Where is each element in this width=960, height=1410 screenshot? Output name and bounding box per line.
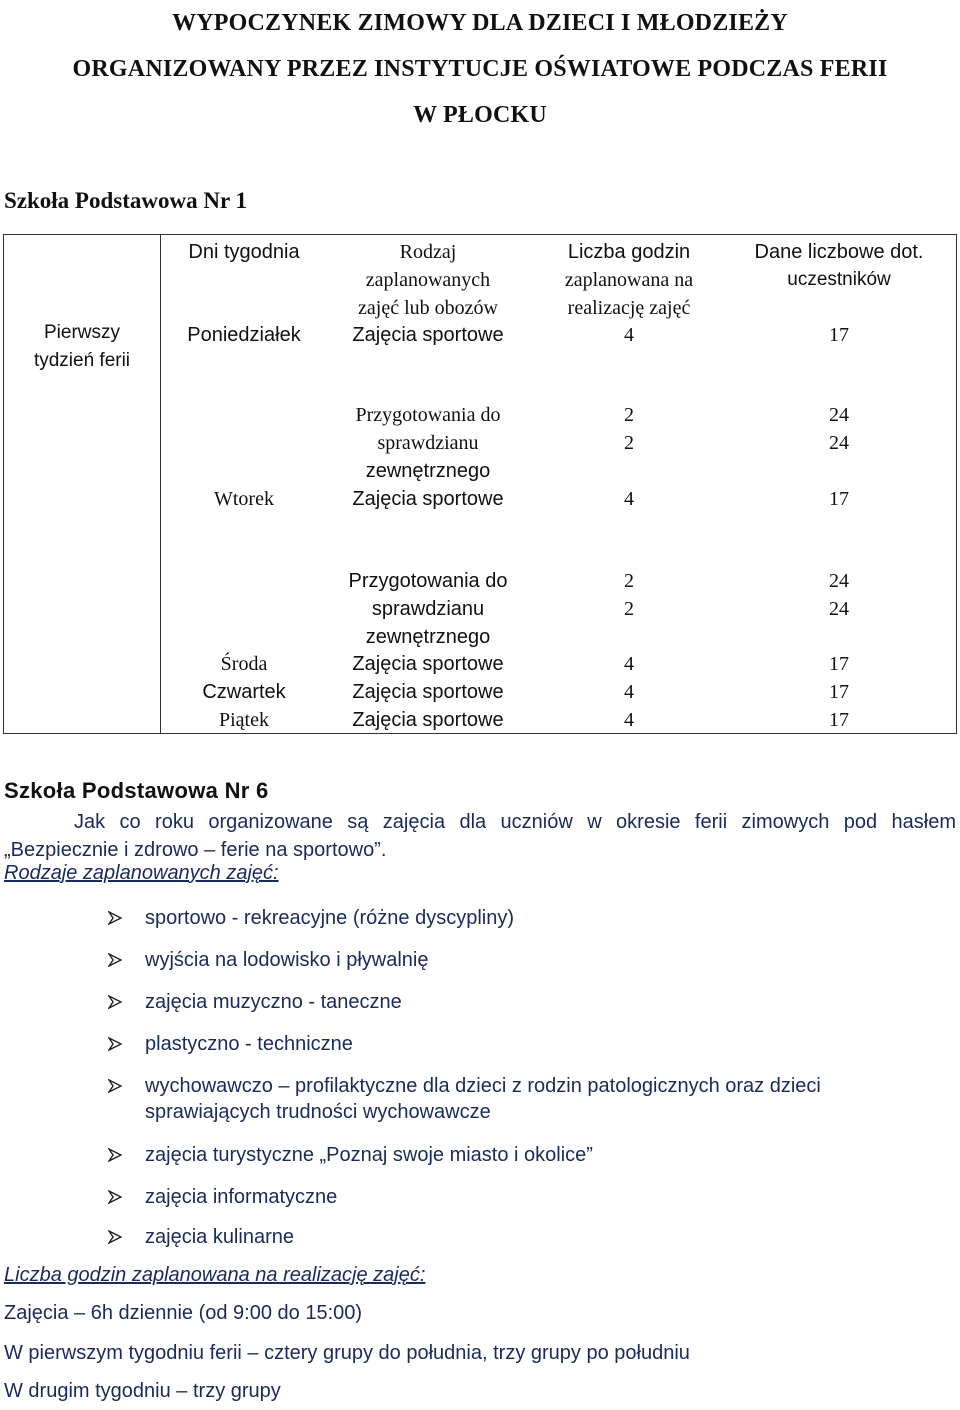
activity-label: zajęcia turystyczne „Poznaj swoje miasto i okolice” <box>145 1144 593 1166</box>
row-day: Piątek <box>219 709 269 731</box>
title-line-1: WYPOCZYNEK ZIMOWY DLA DZIECI I MŁODZIEŻY <box>172 10 788 36</box>
intro-paragraph <box>4 808 956 864</box>
activity-label: sportowo - rekreacyjne (różne dyscypliny) <box>145 907 515 929</box>
intro-line-1: Jak co roku organizowane są zajęcia dla uczniów w okresie ferii zimowych pod hasłem <box>74 811 956 833</box>
row-participants <box>724 401 954 457</box>
row-type: Zajęcia sportowe <box>352 488 504 510</box>
row-type-line: Przygotowania do <box>355 404 501 426</box>
activity-label: wychowawczo – profilaktyczne dla dzieci z rodzin patologicznych oraz dzieci sprawiających trudności wychowawcze <box>145 1075 821 1123</box>
row-type: Zajęcia sportowe <box>352 681 504 703</box>
list-item <box>145 1073 905 1125</box>
arrow-bullet-icon <box>108 995 122 1009</box>
row-participants: 17 <box>829 488 849 510</box>
list-item <box>145 1031 945 1057</box>
row-type-line: zewnętrznego <box>365 626 491 648</box>
header-participants-line: Dane liczbowe dot. <box>754 241 924 263</box>
header-hours-line: realizację zajęć <box>567 297 691 319</box>
row-type: Zajęcia sportowe <box>352 653 504 675</box>
row-type: Zajęcia sportowe <box>352 324 504 346</box>
table-divider <box>160 235 161 733</box>
row-hours-line: 2 <box>624 404 634 426</box>
row-day: Poniedziałek <box>187 324 301 346</box>
week-label-line: tydzień ferii <box>33 350 131 371</box>
arrow-bullet-icon <box>108 1037 122 1051</box>
row-type-line: sprawdzianu <box>377 432 479 454</box>
document-title <box>0 0 960 138</box>
intro-line-2: „Bezpiecznie i zdrowo – ferie na sportowo”. <box>4 839 387 861</box>
row-hours: 4 <box>624 709 634 731</box>
row-hours <box>534 567 724 623</box>
activity-label: zajęcia muzyczno - taneczne <box>145 991 402 1013</box>
school-6-heading: Szkoła Podstawowa Nr 6 <box>4 778 269 803</box>
header-participants-line: uczestników <box>787 269 891 290</box>
activity-label: zajęcia kulinarne <box>145 1226 294 1248</box>
list-item <box>145 947 945 973</box>
schedule-table <box>3 234 957 734</box>
row-participants: 17 <box>829 681 849 703</box>
row-hours-line: 2 <box>624 432 634 454</box>
arrow-bullet-icon <box>108 1079 122 1093</box>
activity-label: plastyczno - techniczne <box>145 1033 353 1055</box>
row-participants: 17 <box>829 324 849 346</box>
note-line: W pierwszym tygodniu ferii – cztery grupy do południa, trzy grupy po południu <box>4 1342 690 1364</box>
arrow-bullet-icon <box>108 1148 122 1162</box>
row-participants-line: 24 <box>829 598 849 620</box>
header-day: Dni tygodnia <box>188 241 300 263</box>
activity-types-heading: Rodzaje zaplanowanych zajęć: <box>4 862 279 884</box>
arrow-bullet-icon <box>108 911 122 925</box>
header-participants <box>724 238 954 294</box>
title-line-3: W PŁOCKU <box>413 102 547 128</box>
row-participants <box>724 567 954 623</box>
header-type <box>322 238 534 322</box>
row-hours: 4 <box>624 488 634 510</box>
row-participants-line: 24 <box>829 432 849 454</box>
header-type-line: Rodzaj <box>399 241 457 263</box>
row-type-line: Przygotowania do <box>348 570 508 592</box>
header-hours <box>534 238 724 322</box>
row-hours <box>534 401 724 457</box>
row-type-line: zewnętrznego <box>365 460 491 482</box>
arrow-bullet-icon <box>108 1190 122 1204</box>
hours-heading: Liczba godzin zaplanowana na realizację zajęć: <box>4 1264 426 1286</box>
row-type <box>322 567 534 651</box>
row-participants-line: 24 <box>829 404 849 426</box>
header-type-line: zaplanowanych <box>365 269 491 291</box>
header-type-line: zajęć lub obozów <box>358 297 498 319</box>
title-line-2: ORGANIZOWANY PRZEZ INSTYTUCJE OŚWIATOWE PODCZAS FERII <box>72 56 888 82</box>
row-hours: 4 <box>624 653 634 675</box>
note-line: W drugim tygodniu – trzy grupy <box>4 1380 281 1402</box>
row-participants-line: 24 <box>829 570 849 592</box>
activity-label: zajęcia informatyczne <box>145 1186 338 1208</box>
header-hours-line: zaplanowana na <box>564 269 694 291</box>
list-item <box>145 989 945 1015</box>
list-item <box>145 1184 945 1210</box>
list-item <box>145 905 945 931</box>
week-label <box>4 319 160 375</box>
header-hours-line: Liczba godzin <box>567 241 691 263</box>
row-type <box>322 401 534 485</box>
row-participants: 17 <box>829 709 849 731</box>
row-type: Zajęcia sportowe <box>352 709 504 731</box>
list-item <box>145 1142 945 1168</box>
arrow-bullet-icon <box>108 1230 122 1244</box>
row-hours-line: 2 <box>624 570 634 592</box>
list-item <box>145 1224 945 1250</box>
row-day: Środa <box>220 653 268 675</box>
row-day: Wtorek <box>214 488 274 510</box>
row-type-line: sprawdzianu <box>371 598 485 620</box>
row-day: Czwartek <box>202 681 286 703</box>
activity-label: wyjścia na lodowisko i pływalnię <box>145 949 429 971</box>
school-1-heading: Szkoła Podstawowa Nr 1 <box>4 188 248 213</box>
row-hours: 4 <box>624 681 634 703</box>
row-hours: 4 <box>624 324 634 346</box>
row-hours-line: 2 <box>624 598 634 620</box>
week-label-line: Pierwszy <box>43 322 120 343</box>
note-line: Zajęcia – 6h dziennie (od 9:00 do 15:00) <box>4 1302 363 1324</box>
arrow-bullet-icon <box>108 953 122 967</box>
row-participants: 17 <box>829 653 849 675</box>
